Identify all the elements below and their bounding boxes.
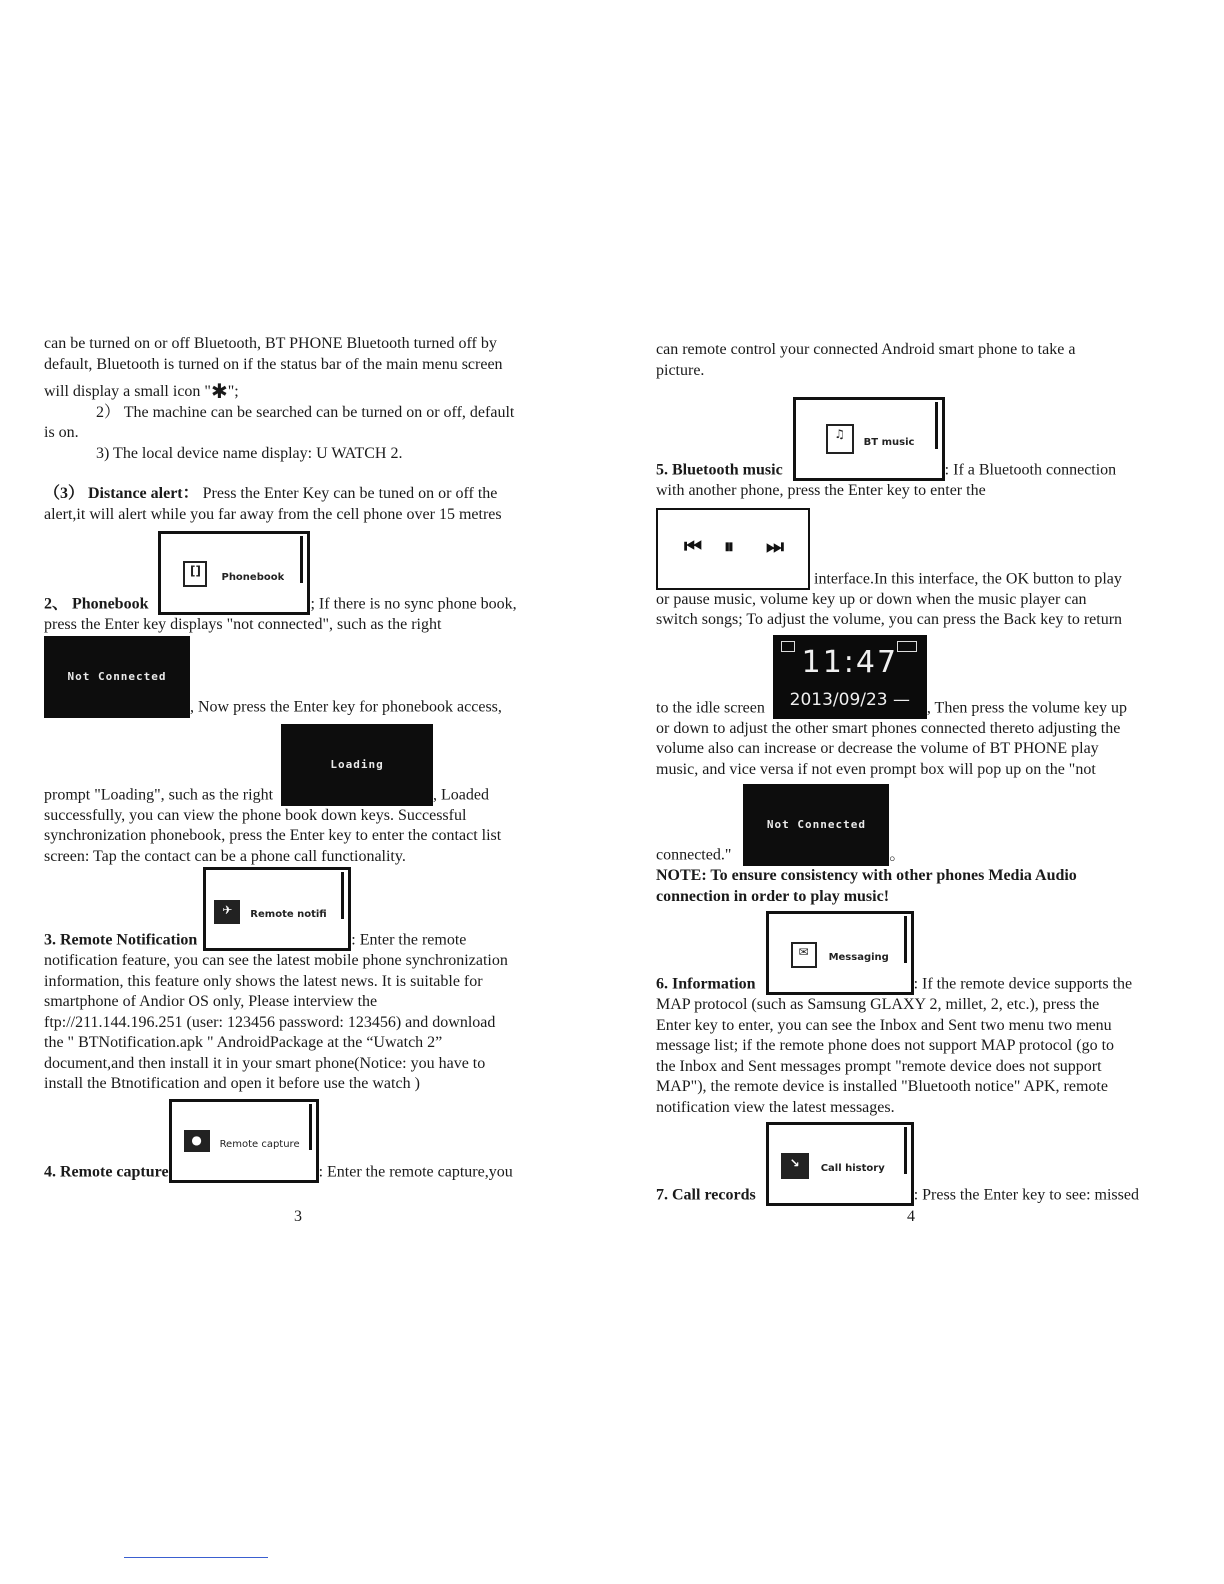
para-line: Not Connected , Now press the Enter key for phonebook access, <box>44 636 564 718</box>
page-number: 4 <box>907 1208 915 1225</box>
para-line: to the idle screen 11:47 2013/09/23 — , Then press the volume key up <box>656 635 1176 719</box>
pause-icon: ⏸ <box>724 533 734 558</box>
remote-notification-heading-line: 3. Remote Notification ✈ Remote notifi : Enter the remote <box>44 867 564 951</box>
para-line: picture. <box>656 361 705 379</box>
idle-time: 11:47 <box>801 644 899 680</box>
music-player-screen <box>656 508 810 590</box>
para-line: smartphone of Andior OS only, Please interview the <box>44 993 378 1010</box>
para-line: install the Btnotification and open it before use the watch ) <box>44 1075 420 1092</box>
section-heading: 2、 Phonebook <box>44 595 149 613</box>
para-line: MAP protocol (such as Samsung GLAXY 2, millet, 2, etc.), press the <box>656 996 1100 1013</box>
para-line: ftp://211.144.196.251 (user: 123456 password: 123456) and download <box>44 1013 496 1031</box>
para-line: notification view the latest messages. <box>656 1098 895 1116</box>
bluetooth-icon: ✱ <box>210 379 228 403</box>
section-heading: 7. Call records <box>656 1186 756 1204</box>
music-icon: ♫ <box>826 424 854 454</box>
para-line: information, this feature only shows the latest news. It is suitable for <box>44 972 483 990</box>
para-line: message list; if the remote phone does not support MAP protocol (go to <box>656 1037 1115 1054</box>
para-line: Enter key to enter, you can see the Inbox and Sent two menu two menu <box>656 1016 1112 1034</box>
para-line: music, and vice versa if not even prompt box will pop up on the "not <box>656 760 1096 778</box>
para-line: alert,it will alert while you far away from the cell phone over 15 metres <box>44 505 502 523</box>
idle-date: 2013/09/23 — <box>789 689 911 710</box>
para-line: can remote control your connected Android smart phone to take a <box>656 341 1076 358</box>
para-line: the Inbox and Sent messages prompt "remote device does not support <box>656 1057 1102 1075</box>
para-line: will display a small icon "✱"; <box>44 379 239 403</box>
bt-music-screen: ♫ BT music <box>793 397 945 481</box>
para-line: 3) The local device name display: U WATCH 2. <box>96 444 403 462</box>
para-line: prompt "Loading", such as the right Loading , Loaded <box>44 724 564 806</box>
remote-capture-screen: ● Remote capture <box>169 1099 319 1183</box>
para-line: or down to adjust the other smart phones connected thereto adjusting the <box>656 719 1121 737</box>
notification-icon: ✈ <box>214 900 240 924</box>
para-line: notification feature, you can see the latest mobile phone synchronization <box>44 952 508 969</box>
phonebook-screen: [] Phonebook <box>158 531 310 615</box>
page-number: 3 <box>294 1208 302 1225</box>
section-heading: 3. Remote Notification <box>44 931 198 949</box>
para-line: with another phone, press the Enter key to enter the <box>656 482 986 499</box>
information-heading-line: 6. Information ✉ Messaging : If the remote device supports the <box>656 911 1176 995</box>
para-line: the " BTNotification.apk " AndroidPackage at the “Uwatch 2” <box>44 1034 443 1051</box>
phonebook-heading-line: 2、 Phonebook [] Phonebook ; If there is no sync phone book, <box>44 531 564 615</box>
phone-icon: ↘ <box>781 1153 809 1179</box>
para-line: switch songs; To adjust the volume, you can press the Back key to return <box>656 611 1123 628</box>
not-connected-screen: Not Connected <box>44 636 190 718</box>
note-line: NOTE: To ensure consistency with other phones Media Audio <box>656 867 1077 884</box>
section-heading: 6. Information <box>656 975 756 993</box>
call-records-heading-line: 7. Call records ↘ Call history : Press the Enter key to see: missed <box>656 1122 1176 1206</box>
distance-alert-line: （3） Distance alert： Press the Enter Key can be tuned on or off the <box>44 485 498 502</box>
para-line: connected." Not Connected 。 <box>656 784 1176 866</box>
idle-screen <box>773 635 927 719</box>
note-line: connection in order to play music! <box>656 887 890 905</box>
messaging-screen: ✉ Messaging <box>766 911 914 995</box>
para-line: screen: Tap the contact can be a phone call functionality. <box>44 847 406 865</box>
para-line: ⏮ ⏸ ⏭ interface.In this interface, the OK button to play <box>656 508 1176 590</box>
bt-music-heading-line: 5. Bluetooth music ♫ BT music : If a Bluetooth connection <box>656 397 1176 481</box>
remote-capture-heading-line: 4. Remote capture ● Remote capture : Enter the remote capture,you <box>44 1099 564 1183</box>
camera-icon: ● <box>184 1130 210 1152</box>
left-page <box>44 334 564 1183</box>
next-track-icon: ⏭ <box>766 533 784 558</box>
right-page <box>656 334 1176 1206</box>
battery-icon <box>897 641 917 652</box>
para-line: MAP"), the remote device is installed "Bluetooth notice" APK, remote <box>656 1078 1108 1095</box>
divider <box>124 1557 268 1558</box>
previous-track-icon: ⏮ <box>684 533 702 558</box>
para-line: volume also can increase or decrease the volume of BT PHONE play <box>656 740 1099 757</box>
para-line: synchronization phonebook, press the Enter key to enter the contact list <box>44 827 502 844</box>
para-line: press the Enter key displays "not connected", such as the right <box>44 616 442 633</box>
para-line: can be turned on or off Bluetooth, BT PHONE Bluetooth turned off by <box>44 335 497 352</box>
phonebook-icon: [] <box>183 561 207 587</box>
para-line: or pause music, volume key up or down when the music player can <box>656 590 1087 608</box>
para-line: successfully, you can view the phone book down keys. Successful <box>44 806 467 824</box>
section-heading: 5. Bluetooth music <box>656 461 783 479</box>
call-history-screen: ↘ Call history <box>766 1122 914 1206</box>
para-line: document,and then install it in your smart phone(Notice: you have to <box>44 1054 486 1072</box>
remote-notification-screen: ✈ Remote notifi <box>203 867 351 951</box>
para-line: default, Bluetooth is turned on if the status bar of the main menu screen <box>44 355 503 373</box>
message-icon <box>781 641 795 652</box>
para-line: 2） The machine can be searched can be turned on or off, default <box>96 403 515 421</box>
loading-screen: Loading <box>281 724 433 806</box>
envelope-icon: ✉ <box>791 942 817 968</box>
not-connected-screen: Not Connected <box>743 784 889 866</box>
section-heading: 4. Remote capture <box>44 1163 169 1180</box>
para-line: is on. <box>44 424 79 441</box>
